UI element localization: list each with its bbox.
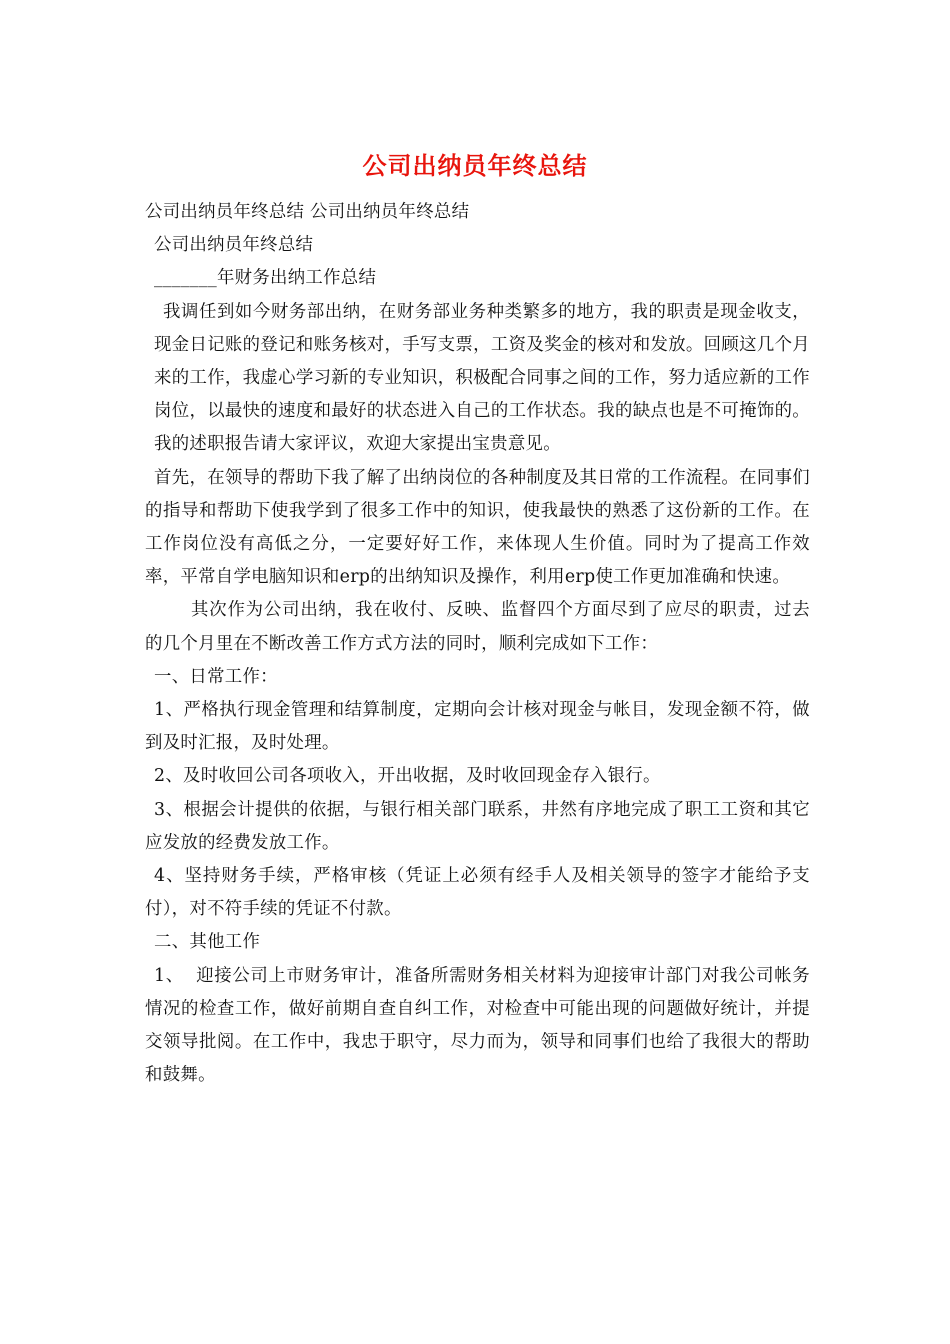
paragraph-header-line: 公司出纳员年终总结 公司出纳员年终总结 <box>145 202 470 222</box>
document-title: 公司出纳员年终总结 <box>362 152 588 180</box>
paragraph-second: 其次作为公司出纳，我在收付、反映、监督四个方面尽到了应尽的职责，过去的几个月里在不断改善工作方式方法的同时，顺利完成如下工作： <box>145 600 810 654</box>
section-heading-daily-work: 一、日常工作： <box>154 666 278 687</box>
paragraph-intro: 我调任到如今财务部出纳，在财务部业务种类繁多的地方，我的职责是现金收支，现金日记账的登记和账务核对，手写支票，工资及奖金的核对和发放。回顾这几个月来的工作，我虚心学习新的专业知识，积极配合同事之间的工作，努力适应新的工作岗位，以最快的速度和最好的状态进入自己的工作状态。我的缺点也是不可掩饰的。我的述职报告请大家评议，欢迎大家提出宝贵意见。 <box>154 301 810 455</box>
paragraph-report-title: _______年财务出纳工作总结 <box>154 268 377 289</box>
list-item-daily-1: 1、严格执行现金管理和结算制度，定期向会计核对现金与帐目，发现金额不符，做到及时汇报，及时处理。 <box>145 700 810 754</box>
list-item-daily-2: 2、及时收回公司各项收入，开出收据，及时收回现金存入银行。 <box>154 766 661 787</box>
document-body <box>145 196 810 1092</box>
list-item-daily-4: 4、坚持财务手续，严格审核（凭证上必须有经手人及相关领导的签字才能给予支付），对不符手续的凭证不付款。 <box>145 866 810 920</box>
list-item-other-1: 1、 迎接公司上市财务审计，准备所需财务相关材料为迎接审计部门对我公司帐务情况的检查工作，做好前期自查自纠工作，对检查中可能出现的问题做好统计，并提交领导批阅。在工作中，我忠于职守，尽力而为，领导和同事们也给了我很大的帮助和鼓舞。 <box>145 965 810 1086</box>
paragraph-first: 首先，在领导的帮助下我了解了出纳岗位的各种制度及其日常的工作流程。在同事们的指导和帮助下使我学到了很多工作中的知识，使我最快的熟悉了这份新的工作。在工作岗位没有高低之分，一定要好好工作，来体现人生价值。同时为了提高工作效率，平常自学电脑知识和erp的出纳知识及操作，利用erp使工作更加准确和快速。 <box>145 467 810 588</box>
section-heading-other-work: 二、其他工作 <box>154 932 261 953</box>
list-item-daily-3: 3、根据会计提供的依据，与银行相关部门联系，井然有序地完成了职工工资和其它应发放的经费发放工作。 <box>145 799 810 853</box>
paragraph-subtitle: 公司出纳员年终总结 <box>154 235 314 256</box>
